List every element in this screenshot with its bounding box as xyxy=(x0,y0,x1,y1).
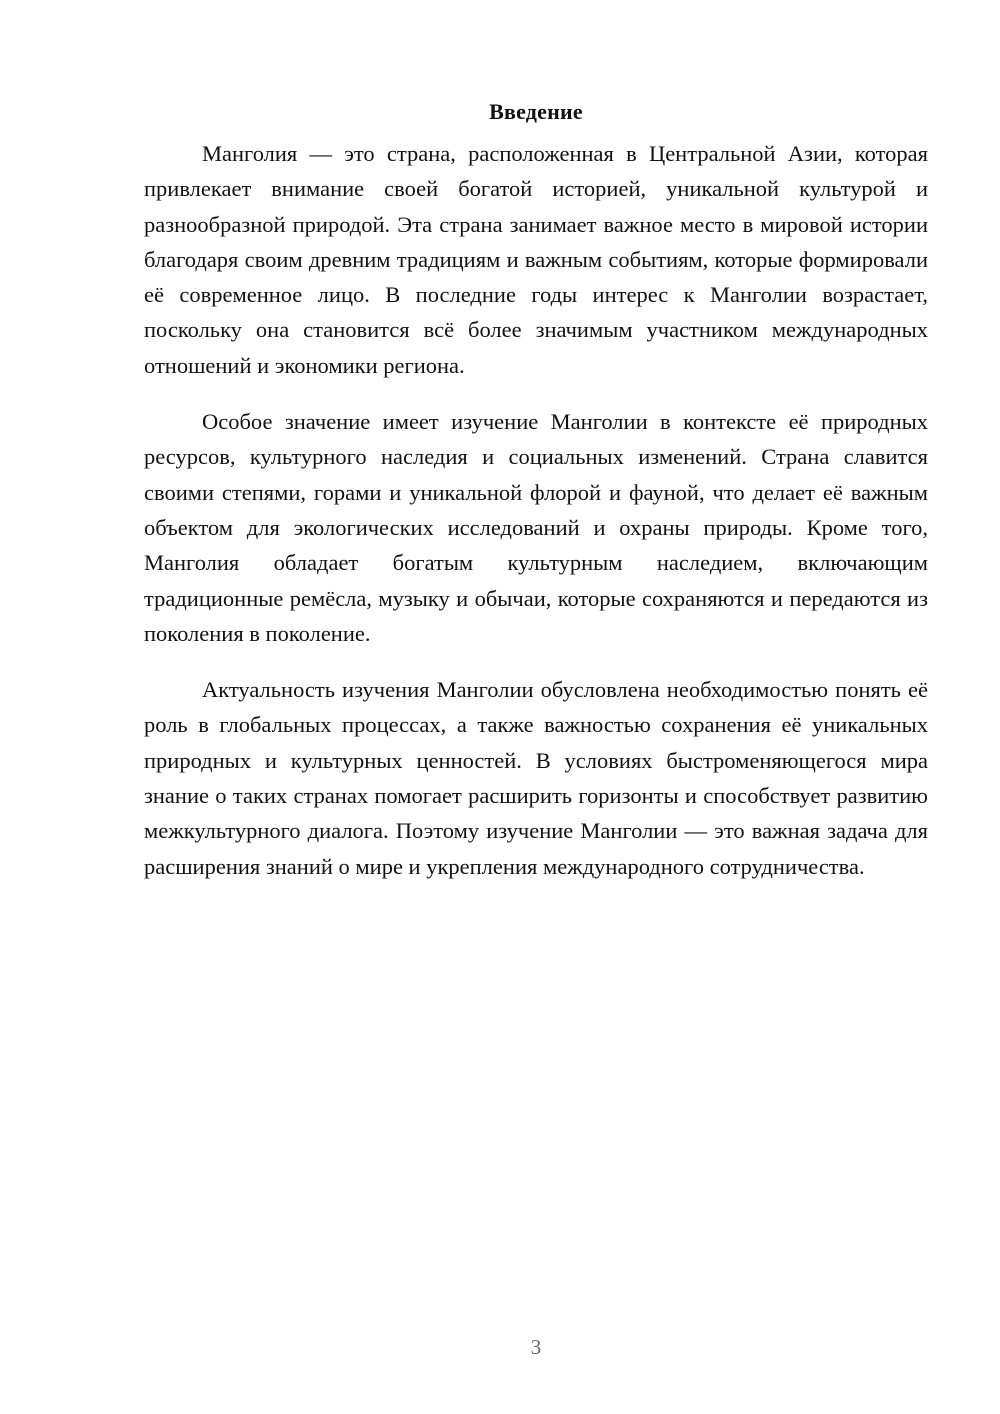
page-number: 3 xyxy=(530,1335,542,1359)
page-content xyxy=(144,98,928,905)
section-heading: Введение xyxy=(489,99,583,124)
paragraph-3: Актуальность изучения Манголии обусловлена необходимостью понять её роль в глобальных процессах, а также важностью сохранения её уникальных природных и культурных ценностей. В условиях быстроменяющегося мира знание о таких странах помогает расширить горизонты и способствует развитию межкультурного диалога. Поэтому изучение Манголии — это важная задача для расширения знаний о мире и укрепления международного сотрудничества. xyxy=(144,677,928,879)
paragraph-2: Особое значение имеет изучение Манголии в контексте её природных ресурсов, культурного наследия и социальных изменений. Страна славится своими степями, горами и уникальной флорой и фауной, что делает её важным объектом для экологических исследований и охраны природы. Кроме того, Манголия обладает богатым культурным наследием, включающим традиционные ремёсла, музыку и обычаи, которые сохраняются и передаются из поколения в поколение. xyxy=(144,409,928,646)
paragraph-1: Манголия — это страна, расположенная в Центральной Азии, которая привлекает внимание своей богатой историей, уникальной культурой и разнообразной природой. Эта страна занимает важное место в мировой истории благодаря своим древним традициям и важным событиям, которые формировали её современное лицо. В последние годы интерес к Манголии возрастает, поскольку она становится всё более значимым участником международных отношений и экономики региона. xyxy=(144,141,928,378)
